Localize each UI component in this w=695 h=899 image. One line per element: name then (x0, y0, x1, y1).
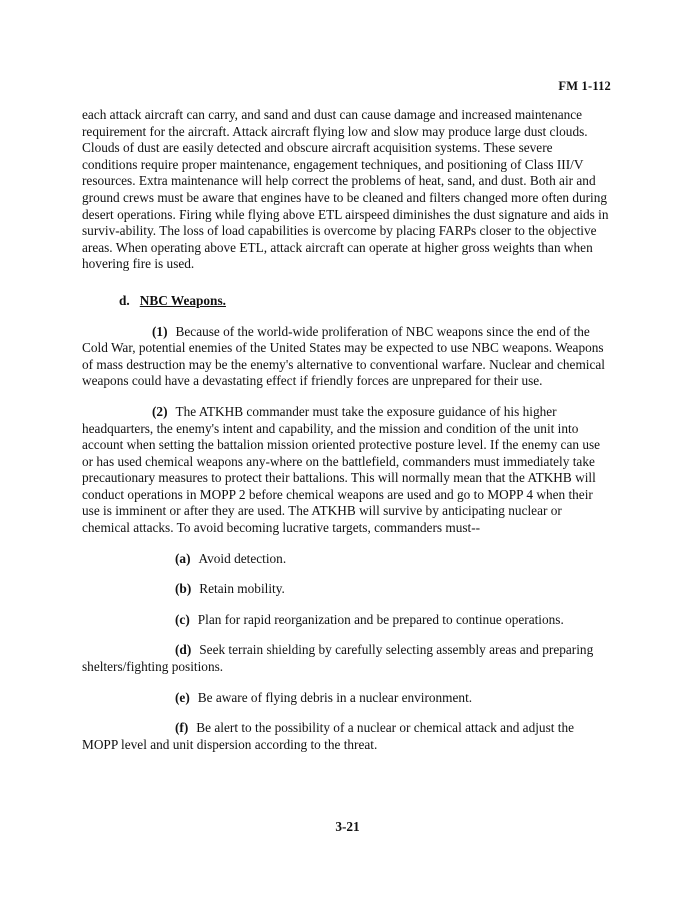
document-header: FM 1-112 (558, 79, 611, 93)
item-text: Seek terrain shielding by carefully selecting assembly areas and preparing shelters/fighting positions. (82, 642, 594, 675)
numbered-paragraph-2 (82, 404, 610, 537)
list-item-a (82, 551, 610, 568)
section-marker: d. (119, 292, 130, 308)
item-text: Plan for rapid reorganization and be prepared to continue operations. (197, 611, 564, 627)
list-item-f (82, 720, 610, 753)
section-heading (119, 293, 610, 310)
item-text: Be alert to the possibility of a nuclear or chemical attack and adjust the MOPP level and unit dispersion according to the threat. (82, 720, 575, 752)
page-number: 3-21 (335, 819, 360, 834)
paragraph-number: (1) (152, 323, 168, 339)
paragraph-text: The ATKHB commander must take the exposure guidance of his higher headquarters, the enemy's intent and capability, and the mission and condition of the unit into account when setting the battalion mission oriented protective posture level. If the enemy can use or has used chemical weapons any-where on the battlefield, commanders must immediately take precautionary measures to protect their battalions. This will normally mean that the ATKHB will conduct operations in MOPP 2 before chemical weapons are used and go to MOPP 4 when their use is imminent or after they are used. The ATKHB will survive by anticipating nuclear or chemical attacks. To avoid becoming lucrative targets, commanders must-- (82, 403, 601, 536)
item-label: (e) (175, 689, 190, 705)
item-text: Retain mobility. (199, 581, 285, 597)
list-item-c (82, 612, 610, 629)
item-label: (d) (175, 642, 192, 658)
section-title: NBC Weapons. (139, 292, 226, 308)
numbered-paragraph-1 (82, 324, 610, 390)
item-label: (b) (175, 581, 192, 597)
document-body (82, 107, 610, 753)
paragraph-number: (2) (152, 403, 168, 419)
item-label: (a) (175, 550, 191, 566)
item-label: (c) (175, 611, 190, 627)
paragraph-text: Because of the world-wide proliferation of NBC weapons since the end of the Cold War, potential enemies of the United States may be expected to use NBC weapons. Weapons of mass destruction may be the enemy's alternative to conventional warfare. Nuclear and chemical weapons could have a devastating effect if friendly forces are unprepared for their use. (82, 323, 605, 389)
item-text: Avoid detection. (198, 550, 287, 566)
list-item-b (82, 581, 610, 598)
list-item-e (82, 690, 610, 707)
list-item-d (82, 642, 610, 675)
item-label: (f) (175, 720, 189, 736)
item-text: Be aware of flying debris in a nuclear environment. (197, 689, 473, 705)
intro-paragraph: each attack aircraft can carry, and sand and dust can cause damage and increased maintenance requirement for the aircraft. Attack aircraft flying low and slow may produce large dust clouds. Clouds of dust are easily detected and obscure aircraft acquisition systems. These severe conditions require proper maintenance, engagement techniques, and positioning of Class III/V resources. Extra maintenance will help correct the problems of heat, sand, and dust. Both air and ground crews must be aware that engines have to be cleaned and filters changed more often during desert operations. Firing while flying above ETL airspeed diminishes the dust signature and aids in surviv-ability. The loss of load capabilities is overcome by placing FARPs closer to the objective areas. When operating above ETL, attack aircraft can operate at higher gross weights than when hovering fire is used. (82, 107, 609, 272)
